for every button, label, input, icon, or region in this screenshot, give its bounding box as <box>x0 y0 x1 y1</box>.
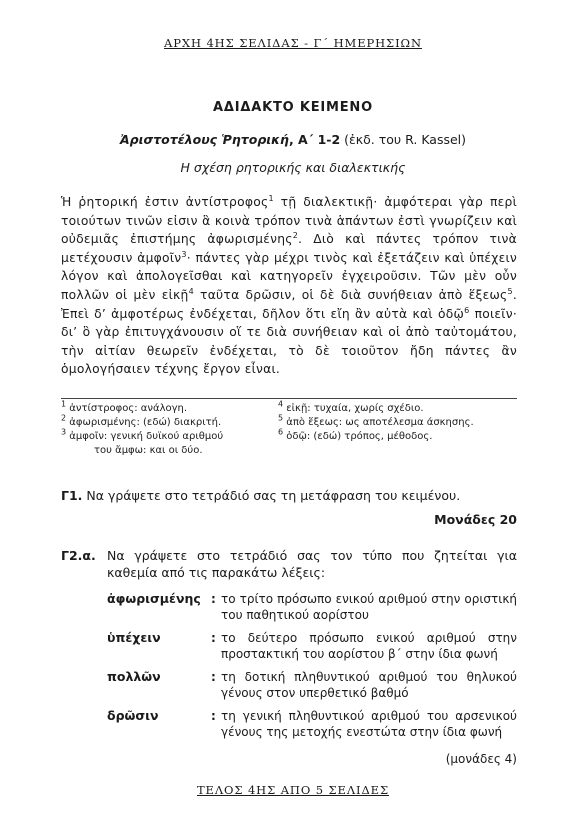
word: ὑπέχειν <box>107 630 161 645</box>
ancient-text <box>61 193 517 379</box>
footnote-mark: 5 <box>507 286 513 296</box>
footnote-mark: 2 <box>292 231 299 241</box>
question-g1 <box>61 488 517 503</box>
question-g1-marks: Μονάδες 20 <box>434 512 517 527</box>
question-g2a <box>61 547 517 581</box>
footnote-mark: 1 <box>268 193 274 203</box>
question-label: Γ1. <box>61 488 83 503</box>
page-footer: ΤΕΛΟΣ 4ΗΣ ΑΠΟ 5 ΣΕΛΙΔΕΣ <box>196 783 389 797</box>
text-part: . Ἐπεὶ δ’ ἀμφοτέρως ἐνδέχεται, δῆλον ὅτι εἴη ἂν αὐτὰ καὶ ὁδῷ <box>61 287 518 321</box>
word-description: τη γενική πληθυντικού αριθμού του αρσενικού γένους της μετοχής ενεστώτα στην ίδια φωνή <box>221 709 517 739</box>
word-item: δρῶσιν : τη γενική πληθυντικού αριθμού του αρσενικού γένους της μετοχής ενεστώτα στην ίδια φωνή <box>107 708 517 739</box>
page-header: ΑΡΧΗ 4ΗΣ ΣΕΛΙΔΑΣ - Γ΄ ΗΜΕΡΗΣΙΩΝ <box>164 36 422 50</box>
word-item: ὑπέχειν : το δεύτερο πρόσωπο ενικού αριθμού στην προστακτική του αορίστου β΄ στην ίδια φωνή <box>107 630 517 661</box>
word-list <box>107 591 517 747</box>
footnote: $^3$ ἀμφοῖν: γενική δυϊκού αριθμού <box>61 427 224 442</box>
word-item: πολλῶν : τη δοτική πληθυντικού αριθμού του θηλυκού γένους στον υπερθετικό βαθμό <box>107 669 517 700</box>
text-part: ποιεῖν· δι’ ὃ γὰρ ἐπιτυγχάνουσιν οἵ τε διὰ συνήθειαν καὶ οἱ ἀπὸ ταὐτομάτου, τὴν αἰτίαν θεωρεῖν ἐνδέχεται, τὸ δὲ τοιοῦτον ἤδη πάντες ἂν ὁμολογήσαιεν τέχνης ἔργον εἶναι. <box>61 306 517 377</box>
word-description: το δεύτερο πρόσωπο ενικού αριθμού στην προστακτική του αορίστου β΄ στην ίδια φωνή <box>221 631 517 661</box>
word: δρῶσιν <box>107 708 159 723</box>
footnotes-column-left <box>61 399 276 458</box>
footnote-mark: 3 <box>181 249 187 259</box>
footnote-mark: 6 <box>464 305 470 315</box>
text-part: . Διὸ καὶ πάντες τρόπον τινὰ μετέχουσιν ἀμφοῖν <box>61 232 517 265</box>
text-topic: Η σχέση ρητορικής και διαλεκτικής <box>180 160 406 175</box>
word-description: τη δοτική πληθυντικού αριθμού του θηλυκού γένους στον υπερθετικό βαθμό <box>221 670 517 700</box>
text-part: Ἡ ῥητορική ἐστιν ἀντίστροφος <box>61 195 269 209</box>
footnote: $^4$ εἰκῇ: τυχαία, χωρίς σχέδιο. <box>278 399 424 414</box>
source-reference: , Α΄ 1-2 <box>288 132 341 147</box>
word: πολλῶν <box>107 669 161 684</box>
source-line <box>0 132 586 147</box>
text-part: ταῦτα δρῶσιν, οἱ δὲ διὰ συνήθειαν ἀπὸ ἕξεως <box>193 287 508 302</box>
footnote-divider <box>61 398 517 399</box>
source-edition: (ἐκδ. του R. Kassel) <box>340 132 467 147</box>
question-g2a-marks: (μονάδες 4) <box>445 752 517 766</box>
word: ἀφωρισμένης <box>107 591 201 606</box>
question-text: Να γράψετε στο τετράδιό σας τη μετάφραση του κειμένου. <box>82 488 461 503</box>
text-part: τῇ διαλεκτικῇ· ἀμφότεραι γὰρ περὶ τοιούτων τινῶν εἰσιν ἃ κοινὰ τρόπον τινὰ ἁπάντων ἐστὶ γνωρίζειν καὶ οὐδεμιᾶς ἐπιστήμης ἀφωρισμένης <box>61 195 517 247</box>
footnote-continuation: του ἄμφω: και οι δύο. <box>94 445 203 456</box>
word-item: ἀφωρισμένης : το τρίτο πρόσωπο ενικού αριθμού στην οριστική του παθητικού αορίστου <box>107 591 517 622</box>
footnote: $^6$ ὁδῷ: (εδώ) τρόπος, μέθοδος. <box>278 427 433 442</box>
page-title: ΑΔΙΔΑΚΤΟ ΚΕΙΜΕΝΟ <box>213 100 373 115</box>
footnotes-column-right <box>278 399 518 444</box>
question-label: Γ2.α. <box>61 548 96 563</box>
word-description: το τρίτο πρόσωπο ενικού αριθμού στην οριστική του παθητικού αορίστου <box>221 592 517 622</box>
footnote-mark: 4 <box>188 286 194 296</box>
footnote: $^5$ ἀπὸ ἕξεως: ως αποτέλεσμα άσκησης. <box>278 413 474 428</box>
text-part: · πάντες γὰρ μέχρι τινὸς καὶ ἐξετάζειν καὶ ὑπέχειν λόγον καὶ ἀπολογεῖσθαι καὶ κατηγορεῖν ἐγχειροῦσιν. Τῶν μὲν οὖν πολλῶν οἱ μὲν εἰκῇ <box>61 250 517 302</box>
footnote: $^1$ ἀντίστροφος: ανάλογη. <box>61 399 188 414</box>
source-author: Ἀριστοτέλους Ῥητορική <box>119 132 289 147</box>
question-text: Να γράψετε στο τετράδιό σας τον τύπο που ζητείται για καθεμία από τις παρακάτω λέξεις: <box>107 548 517 580</box>
footnote: $^2$ ἀφωρισμένης: (εδώ) διακριτή. <box>61 413 222 428</box>
